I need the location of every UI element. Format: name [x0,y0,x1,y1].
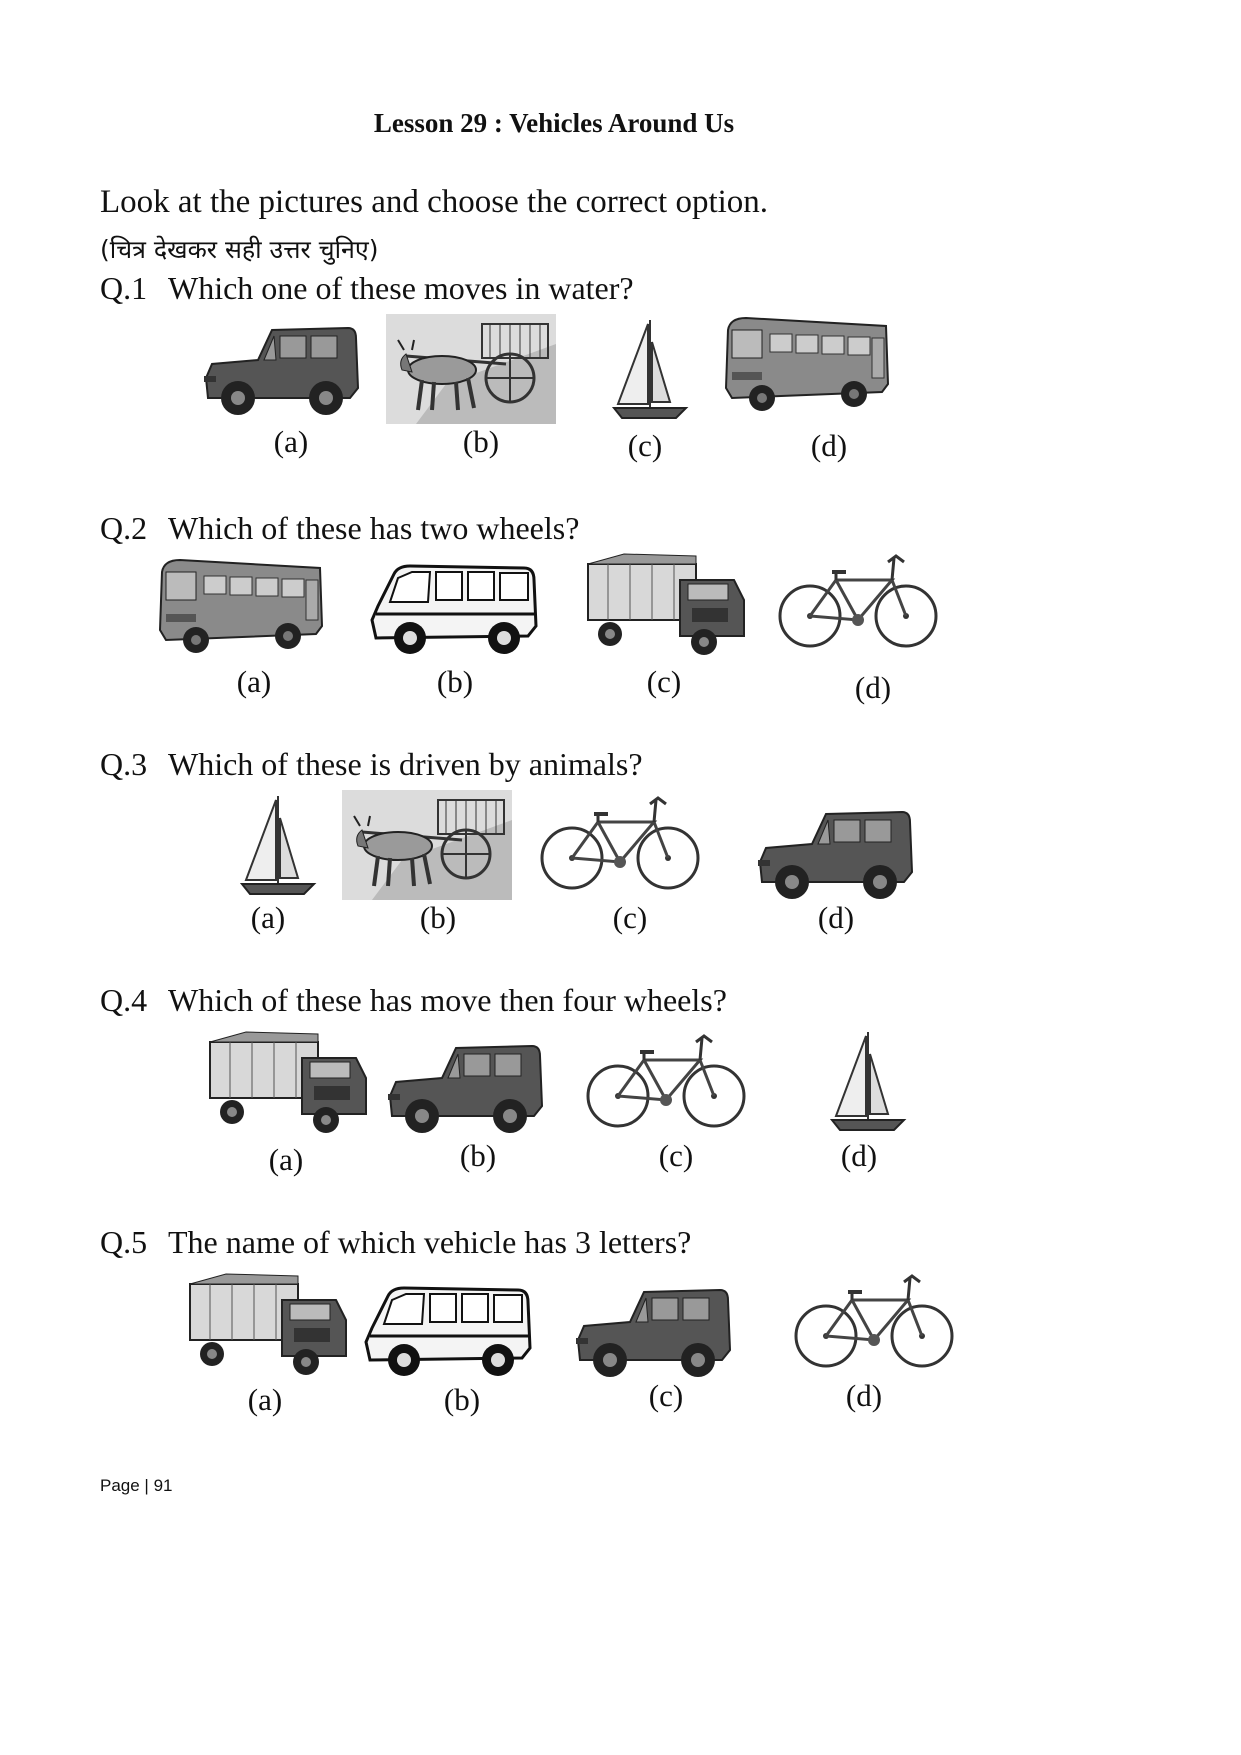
jeep-icon [570,1278,740,1388]
question-3-text: Which of these is driven by animals? [168,746,643,782]
question-3-option-c-image[interactable] [536,790,706,910]
question-3-option-a-image[interactable] [188,792,358,912]
bus-icon [156,554,326,664]
question-5-option-a-label[interactable]: (a) [247,1382,283,1417]
question-5-option-a-image[interactable] [186,1270,356,1390]
question-5-option-d-label[interactable]: (d) [845,1378,883,1413]
bicycle-icon [790,1268,960,1378]
truck-icon [186,1270,356,1380]
van-icon [362,1278,532,1388]
instruction-english: Look at the pictures and choose the correct option. [100,184,769,220]
question-1-text: Which one of these moves in water? [168,270,634,306]
question-4-option-b-label[interactable]: (b) [459,1138,497,1173]
bullock-cart-icon [342,790,512,900]
question-4-number: Q.4 [100,982,148,1018]
bicycle-icon [774,548,944,658]
question-4-option-c-image[interactable] [582,1028,752,1148]
question-4-option-c-label[interactable]: (c) [658,1138,694,1173]
question-1-option-c-image[interactable] [560,316,730,436]
question-3-option-a-label[interactable]: (a) [250,900,286,935]
question-1-option-c-label[interactable]: (c) [627,428,663,463]
sailboat-icon [560,316,730,426]
question-5-number: Q.5 [100,1224,148,1260]
question-5-option-d-image[interactable] [790,1268,960,1388]
question-4-option-a-image[interactable] [206,1028,376,1148]
question-5-option-b-image[interactable] [362,1278,532,1398]
question-1-option-d-label[interactable]: (d) [810,428,848,463]
question-4-text: Which of these has move then four wheels? [168,982,727,1018]
question-1-option-d-image[interactable] [722,312,892,432]
truck-icon [206,1028,376,1138]
bullock-cart-icon [386,314,556,424]
sailboat-icon [778,1028,948,1138]
bicycle-icon [582,1028,752,1138]
question-4-option-d-label[interactable]: (d) [840,1138,878,1173]
question-3-option-d-label[interactable]: (d) [817,900,855,935]
question-5-option-b-label[interactable]: (b) [443,1382,481,1417]
question-2-option-a-label[interactable]: (a) [236,664,272,699]
question-3-option-c-label[interactable]: (c) [612,900,648,935]
bus-icon [722,312,892,422]
question-2-option-c-image[interactable] [584,550,754,670]
van-icon [368,556,538,666]
bicycle-icon [536,790,706,900]
question-5-option-c-label[interactable]: (c) [648,1378,684,1413]
question-1-option-a-image[interactable] [198,316,368,436]
question-4-option-a-label[interactable]: (a) [268,1142,304,1177]
question-4-option-b-image[interactable] [382,1034,552,1154]
lesson-title: Lesson 29 : Vehicles Around Us [373,108,735,138]
question-3-option-b-image[interactable] [342,790,512,910]
page-number-footer: Page | 91 [100,1476,173,1495]
question-2-number: Q.2 [100,510,148,546]
question-2-option-d-label[interactable]: (d) [854,670,892,705]
question-1-option-b-image[interactable] [386,314,556,434]
question-5-text: The name of which vehicle has 3 letters? [168,1224,692,1260]
jeep-icon [198,316,368,426]
question-3-number: Q.3 [100,746,148,782]
question-4-option-d-image[interactable] [778,1028,948,1148]
jeep-icon [752,800,922,910]
question-2-text: Which of these has two wheels? [168,510,580,546]
jeep-icon [382,1034,552,1144]
question-2-option-a-image[interactable] [156,554,326,674]
question-2-option-c-label[interactable]: (c) [646,664,682,699]
sailboat-icon [188,792,358,902]
truck-icon [584,550,754,660]
instruction-hindi: (चित्र देखकर सही उत्तर चुनिए) [100,235,379,264]
question-1-option-b-label[interactable]: (b) [462,424,500,459]
question-2-option-b-image[interactable] [368,556,538,676]
question-2-option-d-image[interactable] [774,548,944,668]
question-1-option-a-label[interactable]: (a) [273,424,309,459]
question-1-number: Q.1 [100,270,148,306]
question-3-option-b-label[interactable]: (b) [419,900,457,935]
question-2-option-b-label[interactable]: (b) [436,664,474,699]
